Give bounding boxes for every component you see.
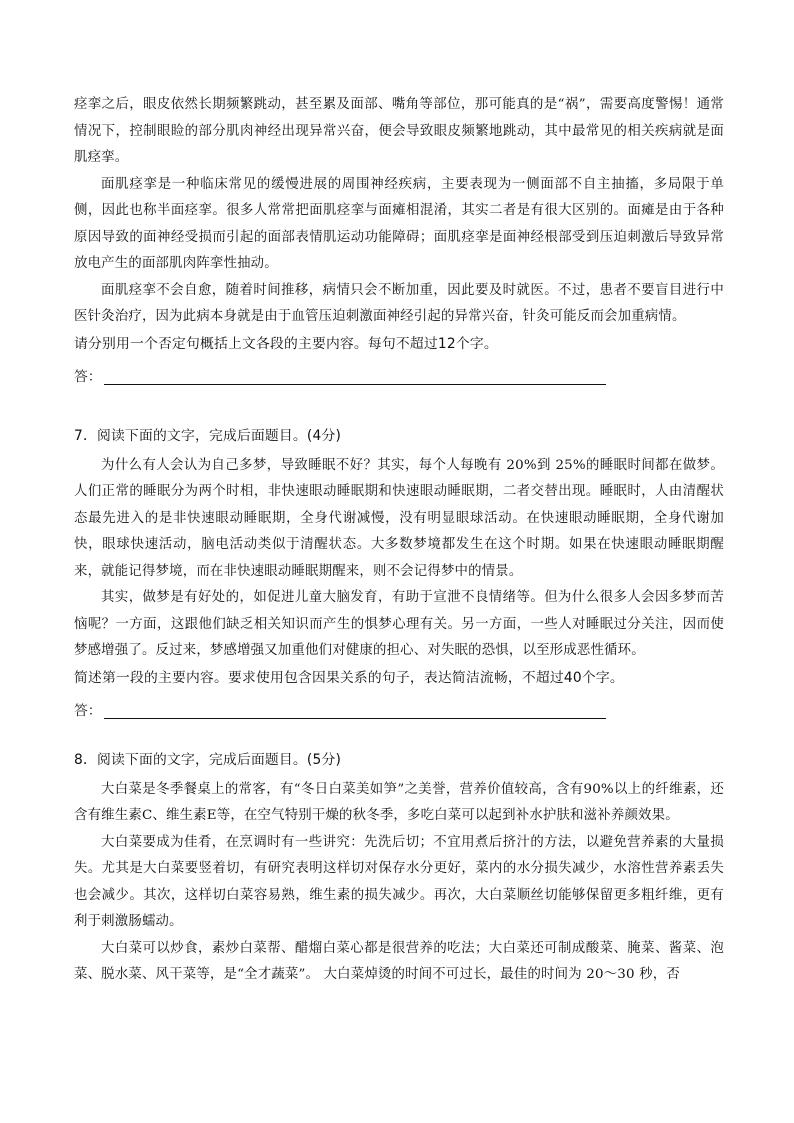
section-6	[74, 92, 724, 385]
answer-label: 答：	[74, 368, 102, 385]
answer-row	[74, 357, 724, 385]
answer-label: 答：	[74, 702, 102, 719]
passage-paragraph: 为什么有人会认为自己多梦，导致睡眠不好？其实，每个人每晚有 20%到 25%的睡眠时间都在做梦。人们正常的睡眠分为两个时相，非快速眼动睡眠期和快速眼动睡眠期，二者交替出现。睡眠时，人由清醒状态最先进入的是非快速眼动睡眠期，全身代谢减慢，没有明显眼球活动。在快速眼动睡眠期，全身代谢加快，眼球快速活动，脑电活动类似于清醒状态。大多数梦境都发生在这个时期。如果在快速眼动睡眠期醒来，就能记得梦境，而在非快速眼动睡眠期醒来，则不会记得梦中的情景。	[74, 457, 724, 579]
question-title: 8．阅读下面的文字，完成后面题目。(5分)	[74, 751, 342, 768]
answer-input-line[interactable]	[104, 364, 606, 385]
question-prompt: 请分别用一个否定句概括上文各段的主要内容。每句不超过12个字。	[74, 335, 498, 352]
section-7	[74, 423, 724, 719]
passage-paragraph: 其实，做梦是有好处的，如促进儿童大脑发育，有助于宣泄不良情绪等。但为什么很多人会因多梦而苦恼呢？一方面，这跟他们缺乏相关知识而产生的惧梦心理有关。另一方面，一些人对睡眠过分关注，因而使梦感增强了。反过来，梦感增强又加重他们对健康的担心、对失眠的恐惧，以至形成恶性循环。	[74, 590, 724, 658]
passage-paragraph: 痉挛之后，眼皮依然长期频繁跳动，甚至累及面部、嘴角等部位，那可能真的是“祸”，需要高度警惕！通常情况下，控制眼睑的部分肌肉神经出现异常兴奋，便会导致眼皮频繁地跳动，其中最常见的相关疾病就是面肌痉挛。	[74, 97, 724, 165]
passage-paragraph: 大白菜可以炒食，素炒白菜帮、醋熘白菜心都是很营养的吃法；大白菜还可制成酸菜、腌菜、酱菜、泡菜、脱水菜、风干菜等，是“全才蔬菜”。 大白菜焯烫的时间不可过长，最佳的时间为 20～30 秒，否	[74, 940, 724, 982]
passage-paragraph: 大白菜是冬季餐桌上的常客，有“冬日白菜美如笋”之美誉，营养价值较高，含有90%以上的纤维素，还含有维生素C、维生素E等，在空气特别干燥的秋冬季，多吃白菜可以起到补水护肤和滋补养颜效果。	[74, 781, 724, 823]
answer-input-line[interactable]	[104, 698, 606, 719]
section-8	[74, 747, 724, 989]
question-title: 7．阅读下面的文字，完成后面题目。(4分)	[74, 427, 342, 444]
passage-paragraph: 面肌痉挛不会自愈，随着时间推移，病情只会不断加重，因此要及时就医。不过，患者不要盲目进行中医针灸治疗，因为此病本身就是由于血管压迫刺激面神经引起的异常兴奋，针灸可能反而会加重病情。	[74, 282, 724, 324]
question-prompt: 简述第一段的主要内容。要求使用包含因果关系的句子，表达简洁流畅，不超过40个字。	[74, 669, 624, 686]
answer-row	[74, 691, 724, 719]
passage-paragraph: 大白菜要成为佳肴，在烹调时有一些讲究：先洗后切；不宜用煮后挤汁的方法，以避免营养素的大量损失。尤其是大白菜要竖着切，有研究表明这样切对保存水分更好，菜内的水分损失减少，水溶性营养素丢失也会减少。其次，这样切白菜容易熟，维生素的损失减少。再次，大白菜顺丝切能够保留更多粗纤维，更有利于刺激肠蠕动。	[74, 834, 724, 929]
document-page	[74, 92, 724, 989]
passage-paragraph: 面肌痉挛是一种临床常见的缓慢进展的周围神经疾病，主要表现为一侧面部不自主抽搐，多局限于单侧，因此也称半面痉挛。很多人常常把面肌痉挛与面瘫相混淆，其实二者是有很大区别的。面瘫是由于各种原因导致的面神经受损而引起的面部表情肌运动功能障碍；面肌痉挛是面神经根部受到压迫刺激后导致异常放电产生的面部肌肉阵挛性抽动。	[74, 176, 724, 271]
